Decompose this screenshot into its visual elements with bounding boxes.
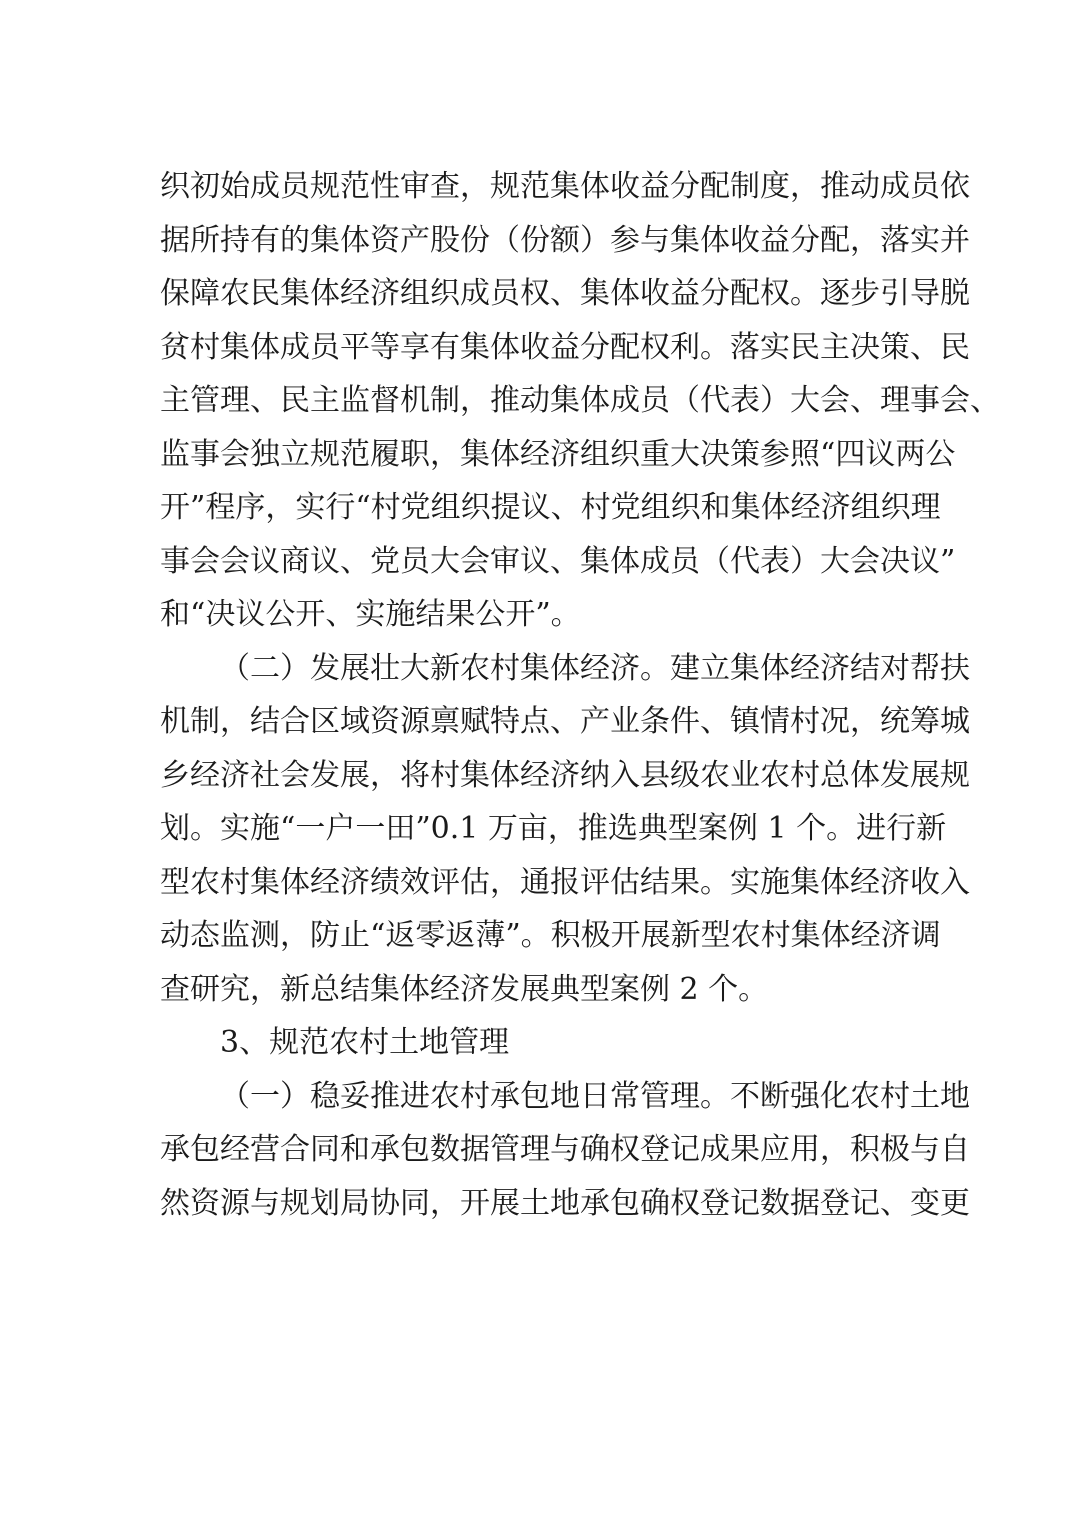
text-line: 主管理、民主监督机制，推动集体成员（代表）大会、理事会、 bbox=[160, 383, 1000, 418]
text-line: 划。实施“一户一田”0.1 万亩，推选典型案例 1 个。进行新 bbox=[160, 811, 947, 846]
text-line: 承包经营合同和承包数据管理与确权登记成果应用，积极与自 bbox=[160, 1132, 970, 1167]
text-line: 然资源与规划局协同，开展土地承包确权登记数据登记、变更 bbox=[160, 1185, 970, 1221]
text-line: 查研究，新总结集体经济发展典型案例 2 个。 bbox=[160, 971, 769, 1007]
text-line: （一）稳妥推进农村承包地日常管理。不断强化农村土地 bbox=[220, 1078, 970, 1114]
text-line: 乡经济社会发展，将村集体经济纳入县级农业农村总体发展规 bbox=[160, 757, 970, 793]
text-line: 贫村集体成员平等享有集体收益分配权利。落实民主决策、民 bbox=[160, 329, 970, 365]
text-line: 开”程序，实行“村党组织提议、村党组织和集体经济组织理 bbox=[160, 490, 941, 525]
text-line: 机制，结合区域资源禀赋特点、产业条件、镇情村况，统筹城 bbox=[160, 704, 970, 739]
body-text bbox=[160, 160, 1000, 1230]
text-line: 事会会议商议、党员大会审议、集体成员（代表）大会决议” bbox=[160, 543, 956, 579]
text-line: 动态监测，防止“返零返薄”。积极开展新型农村集体经济调 bbox=[160, 918, 941, 953]
text-line: 据所持有的集体资产股份（份额）参与集体收益分配，落实并 bbox=[160, 222, 970, 258]
text-line: 织初始成员规范性审查，规范集体收益分配制度，推动成员依 bbox=[160, 169, 970, 204]
text-line: 和“决议公开、实施结果公开”。 bbox=[160, 597, 581, 632]
text-line: 监事会独立规范履职，集体经济组织重大决策参照“四议两公 bbox=[160, 436, 956, 472]
text-line: 型农村集体经济绩效评估，通报评估结果。实施集体经济收入 bbox=[160, 864, 970, 900]
text-line: （二）发展壮大新农村集体经济。建立集体经济结对帮扶 bbox=[220, 650, 970, 686]
section-heading: 3、规范农村土地管理 bbox=[220, 1025, 510, 1060]
text-line: 保障农民集体经济组织成员权、集体收益分配权。逐步引导脱 bbox=[160, 276, 970, 311]
